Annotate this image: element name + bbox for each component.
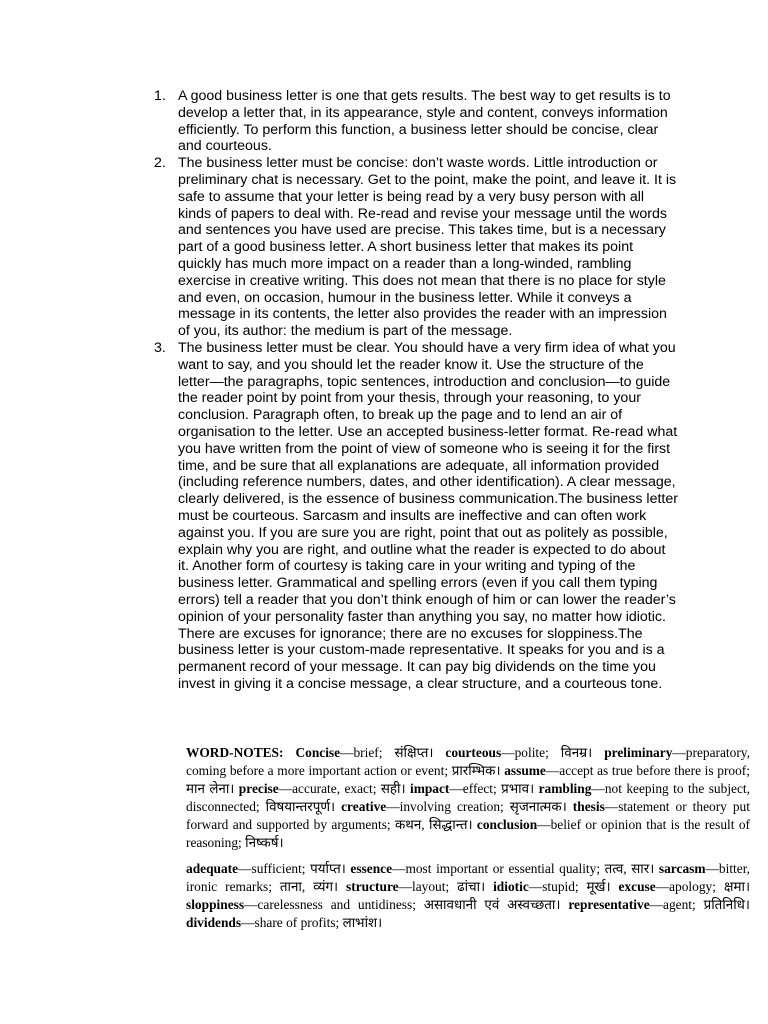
note-definition: —involving creation; सृजनात्मक।	[386, 799, 567, 815]
point-item	[154, 88, 678, 155]
word-notes-heading: WORD-NOTES:	[186, 745, 284, 760]
point-number: 3.	[154, 339, 166, 356]
note-term: sarcasm	[658, 860, 706, 876]
note-definition: —effect; प्रभाव।	[449, 781, 535, 797]
note-term: structure	[346, 878, 399, 894]
word-notes-group-1	[186, 744, 750, 853]
note-definition: —accurate, exact; सही।	[278, 781, 406, 797]
point-item	[154, 339, 678, 693]
note-term: Concise	[295, 745, 341, 760]
note-term: creative	[341, 799, 387, 815]
note-definition: —most important or essential quality; तत्व, सार।	[392, 860, 655, 876]
note-definition: —preparatory, coming before a more important action or event; प्रारम्भिक।	[186, 745, 750, 779]
point-number: 1.	[154, 88, 166, 104]
point-number: 2.	[154, 155, 166, 172]
note-definition: —agent; प्रतिनिधि।	[649, 896, 750, 912]
note-term: idiotic	[493, 878, 529, 894]
note-definition: —accept as true before there is proof; मान लेना।	[186, 763, 750, 797]
note-term: conclusion	[476, 817, 538, 833]
note-term: essence	[350, 860, 393, 876]
point-text: The business letter must be clear. You should have a very firm idea of what you want to say, and you should let the reader know it. Use the structure of the letter—the paragraphs, topic sentences, introduction and conclusion—to guide the reader point by point from your thesis, through your reasoning, to your conclusion. Paragraph often, to break up the page and to lend an air of organisation to the letter. Use an accepted business-letter format. Re-read what you have written from the point of view of someone who is seeing it for the first time, and be sure that all explanations are adequate, all information provided (including reference numbers, dates, and other identification). A clear message, clearly delivered, is the essence of business communication.The business letter must be courteous. Sarcasm and insults are ineffective and can often work against you. If you are sure you are right, point that out as politely as possible, explain why you are right, and outline what the reader is expected to do about it. Another form of courtesy is taking care in your writing and typing of the business letter. Grammatical and spelling errors (even if you call them typing errors) tell a reader that you don’t think enough of him or can lower the reader’s opinion of your personality faster than anything you say, no matter how idiotic. There are excuses for ignorance; there are no excuses for sloppiness.The business letter is your custom-made representative. It speaks for you and is a permanent record of your message. It can pay big dividends on the time you invest in giving it a concise message, a clear structure, and a courteous tone.	[178, 339, 678, 692]
note-definition: —carelessness and untidiness; असावधानी एवं अस्वच्छता।	[244, 896, 561, 912]
note-term: assume	[504, 763, 546, 779]
point-text: A good business letter is one that gets results. The best way to get results is to develop a letter that, in its appearance, style and content, conveys information efficiently. To perform this function, a business letter should be concise, clear and courteous.	[178, 88, 671, 155]
word-notes	[186, 744, 750, 932]
word-notes-group-2	[186, 860, 750, 932]
point-text: The business letter must be concise: don’t waste words. Little introduction or preliminary chat is necessary. Get to the point, make the point, and leave it. It is safe to assume that your letter is being read by a very busy person with all kinds of papers to deal with. Re-read and revise your message until the words and sentences you have used are precise. This takes time, but is a necessary part of a good business letter. A short business letter that makes its point quickly has much more impact on a reader than a long-winded, rambling exercise in creative writing. This does not mean that there is no place for style and even, on occasion, humour in the business letter. While it conveys a message in its contents, the letter also provides the reader with an impression of you, its author: the medium is part of the message.	[178, 155, 677, 340]
note-definition: —stupid; मूर्ख।	[528, 878, 611, 894]
note-term: excuse	[618, 878, 656, 894]
note-term: sloppiness	[186, 896, 245, 912]
note-definition: —layout; ढांचा।	[398, 878, 486, 894]
note-term: courteous	[445, 745, 502, 760]
note-definition: —not keeping to the subject, disconnected; विषयान्तरपूर्ण।	[186, 781, 750, 815]
note-term: impact	[409, 781, 450, 797]
note-term: representative	[568, 896, 650, 912]
note-definition: —statement or theory put forward and supported by arguments; कथन, सिद्धान्त।	[186, 799, 750, 833]
note-term: thesis	[572, 799, 605, 815]
note-definition: —brief; संक्षिप्त।	[340, 745, 434, 760]
note-definition: —belief or opinion that is the result of reasoning; निष्कर्ष।	[186, 817, 750, 851]
note-definition: —apology; क्षमा।	[655, 878, 751, 894]
note-definition: —polite; विनम्र।	[501, 745, 593, 760]
note-term: precise	[238, 781, 279, 797]
point-item	[154, 155, 678, 340]
note-definition: —bitter, ironic remarks; ताना, व्यंग।	[186, 860, 750, 894]
numbered-points	[154, 88, 678, 693]
note-term: rambling	[538, 781, 592, 797]
note-definition: —share of profits; लाभांश।	[241, 914, 383, 930]
note-term: preliminary	[604, 745, 673, 760]
note-term: adequate	[186, 860, 239, 876]
note-definition: —sufficient; पर्याप्त।	[238, 860, 346, 876]
note-term: dividends	[186, 914, 242, 930]
